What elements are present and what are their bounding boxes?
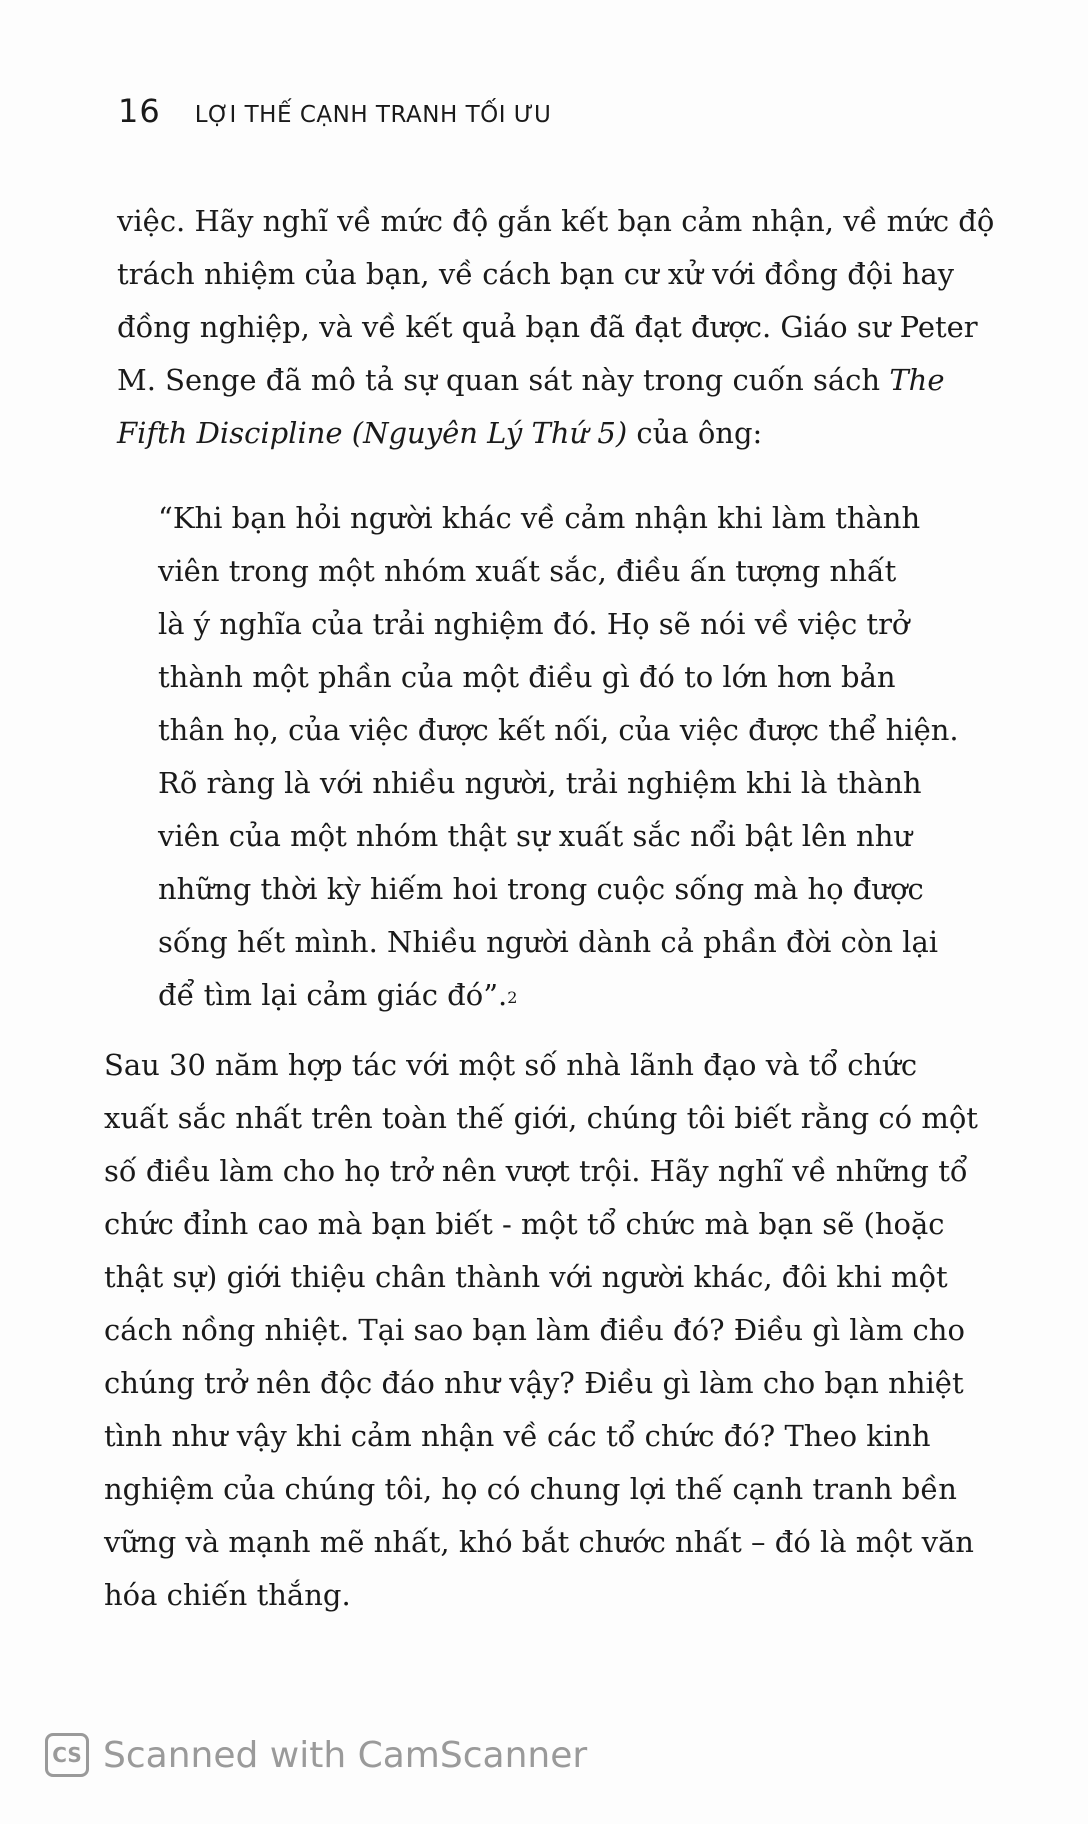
paragraph-1-line: đồng nghiệp, và về kết quả bạn đã đạt được. Giáo sư Peter — [117, 310, 978, 344]
scanner-watermark — [45, 1733, 587, 1777]
camscanner-logo-icon: CS — [45, 1733, 89, 1777]
paragraph-1-text: của ông: — [627, 416, 763, 450]
paragraph-2-line: chức đỉnh cao mà bạn biết - một tổ chức mà bạn sẽ (hoặc — [104, 1207, 945, 1241]
paragraph-2-line: nghiệm của chúng tôi, họ có chung lợi thế cạnh tranh bền — [104, 1472, 957, 1506]
quote-line: thành một phần của một điều gì đó to lớn hơn bản — [158, 660, 896, 694]
paragraph-1 — [117, 195, 994, 460]
footnote-reference[interactable]: 2 — [507, 988, 518, 1007]
paragraph-2 — [104, 1039, 978, 1622]
watermark-text: Scanned with CamScanner — [103, 1734, 588, 1776]
block-quote — [158, 492, 959, 1022]
quote-last-text: để tìm lại cảm giác đó”. — [158, 978, 508, 1012]
page-number: 16 — [118, 92, 161, 130]
quote-line: viên trong một nhóm xuất sắc, điều ấn tượng nhất — [158, 554, 897, 588]
paragraph-2-line: Sau 30 năm hợp tác với một số nhà lãnh đạo và tổ chức — [104, 1048, 918, 1082]
paragraph-1-line: trách nhiệm của bạn, về cách bạn cư xử với đồng đội hay — [117, 257, 955, 291]
running-title: LỢI THẾ CẠNH TRANH TỐI ƯU — [194, 102, 552, 128]
quote-line: những thời kỳ hiếm hoi trong cuộc sống mà họ được — [158, 872, 924, 906]
paragraph-2-line: thật sự) giới thiệu chân thành với người khác, đôi khi một — [104, 1260, 948, 1294]
paragraph-2-line: vững và mạnh mẽ nhất, khó bắt chước nhất – đó là một văn — [104, 1525, 974, 1559]
paragraph-2-line: chúng trở nên độc đáo như vậy? Điều gì làm cho bạn nhiệt — [104, 1366, 964, 1400]
page-header — [118, 92, 551, 130]
paragraph-2-line: cách nồng nhiệt. Tại sao bạn làm điều đó? Điều gì làm cho — [104, 1313, 965, 1347]
quote-line: thân họ, của việc được kết nối, của việc được thể hiện. — [158, 713, 959, 747]
quote-line: viên của một nhóm thật sự xuất sắc nổi bật lên như — [158, 819, 913, 853]
book-title-part-1: The — [889, 363, 945, 397]
quote-line: là ý nghĩa của trải nghiệm đó. Họ sẽ nói về việc trở — [158, 607, 910, 641]
paragraph-2-line: xuất sắc nhất trên toàn thế giới, chúng tôi biết rằng có một — [104, 1101, 978, 1135]
paragraph-2-line: số điều làm cho họ trở nên vượt trội. Hãy nghĩ về những tổ — [104, 1154, 968, 1188]
paragraph-1-line — [117, 354, 994, 407]
paragraph-2-line: hóa chiến thắng. — [104, 1578, 351, 1612]
quote-line — [158, 969, 959, 1022]
paragraph-1-line — [117, 407, 994, 460]
paragraph-2-line: tình như vậy khi cảm nhận về các tổ chức đó? Theo kinh — [104, 1419, 931, 1453]
quote-line: Rõ ràng là với nhiều người, trải nghiệm khi là thành — [158, 766, 922, 800]
paragraph-1-text: M. Senge đã mô tả sự quan sát này trong cuốn sách — [117, 363, 890, 397]
quote-line: sống hết mình. Nhiều người dành cả phần đời còn lại — [158, 925, 939, 959]
book-title-part-2: Fifth Discipline (Nguyên Lý Thứ 5) — [117, 416, 628, 450]
quote-line: “Khi bạn hỏi người khác về cảm nhận khi làm thành — [158, 501, 921, 535]
paragraph-1-line: việc. Hãy nghĩ về mức độ gắn kết bạn cảm nhận, về mức độ — [117, 204, 995, 238]
